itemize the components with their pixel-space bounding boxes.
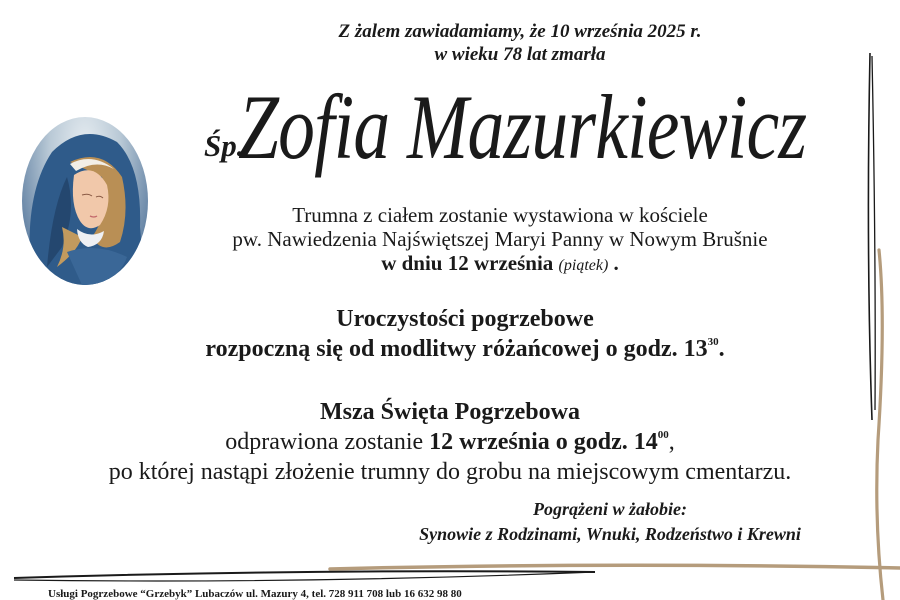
burial-line: po której nastąpi złożenie trumny do grobu na miejscowym cmentarzu. bbox=[108, 459, 792, 485]
mass-comma: , bbox=[668, 429, 675, 455]
mass-title: Msza Święta Pogrzebowa bbox=[320, 399, 580, 425]
ceremony-period: . bbox=[718, 336, 725, 362]
deceased-name-row bbox=[0, 76, 900, 197]
ceremony-info bbox=[110, 304, 820, 364]
viewing-line-1: Trumna z ciałem zostanie wystawiona w kościele bbox=[292, 203, 708, 227]
mass-date-time: 12 września o godz. 14 bbox=[429, 429, 658, 455]
death-notice-intro bbox=[240, 20, 800, 66]
mass-text-pre: odprawiona zostanie bbox=[225, 429, 430, 455]
mourners-label: Pogrążeni w żałobie: bbox=[532, 499, 687, 519]
viewing-line-2: pw. Nawiedzenia Najświętszej Maryi Panny w Nowym Brušnie bbox=[232, 227, 768, 251]
viewing-weekday: (piątek) bbox=[558, 257, 609, 274]
viewing-line-3 bbox=[160, 251, 840, 278]
ceremony-title: Uroczystości pogrzebowe bbox=[336, 306, 594, 332]
mourners-block bbox=[360, 497, 860, 547]
viewing-date: w dniu 12 września bbox=[381, 251, 554, 275]
viewing-info bbox=[160, 203, 840, 278]
gold-vertical-line bbox=[877, 250, 883, 600]
mass-time-line bbox=[40, 427, 860, 457]
mass-info bbox=[40, 397, 860, 487]
name-prefix: Śp. bbox=[204, 128, 245, 163]
mourners-names: Synowie z Rodzinami, Wnuki, Rodzeństwo i Krewni bbox=[419, 524, 801, 544]
intro-line-2: w wieku 78 lat zmarła bbox=[434, 44, 606, 65]
gold-horizontal-line bbox=[330, 565, 900, 569]
ceremony-text: rozpoczną się od modlitwy różańcowej o godz. 13 bbox=[205, 336, 708, 362]
funeral-home-footer: Usługi Pogrzebowe “Grzebyk” Lubaczów ul. Mazury 4, tel. 728 911 708 lub 16 632 98 80 bbox=[48, 588, 462, 600]
intro-line-1: Z żalem zawiadamiamy, że 10 września 2025 r. bbox=[338, 21, 702, 42]
ceremony-time-minutes: 30 bbox=[707, 336, 719, 348]
viewing-period: . bbox=[613, 251, 619, 275]
mass-time-minutes: 00 bbox=[657, 429, 669, 441]
ceremony-time-line bbox=[110, 334, 820, 364]
deceased-name: Zofia Mazurkiewicz bbox=[238, 76, 807, 178]
